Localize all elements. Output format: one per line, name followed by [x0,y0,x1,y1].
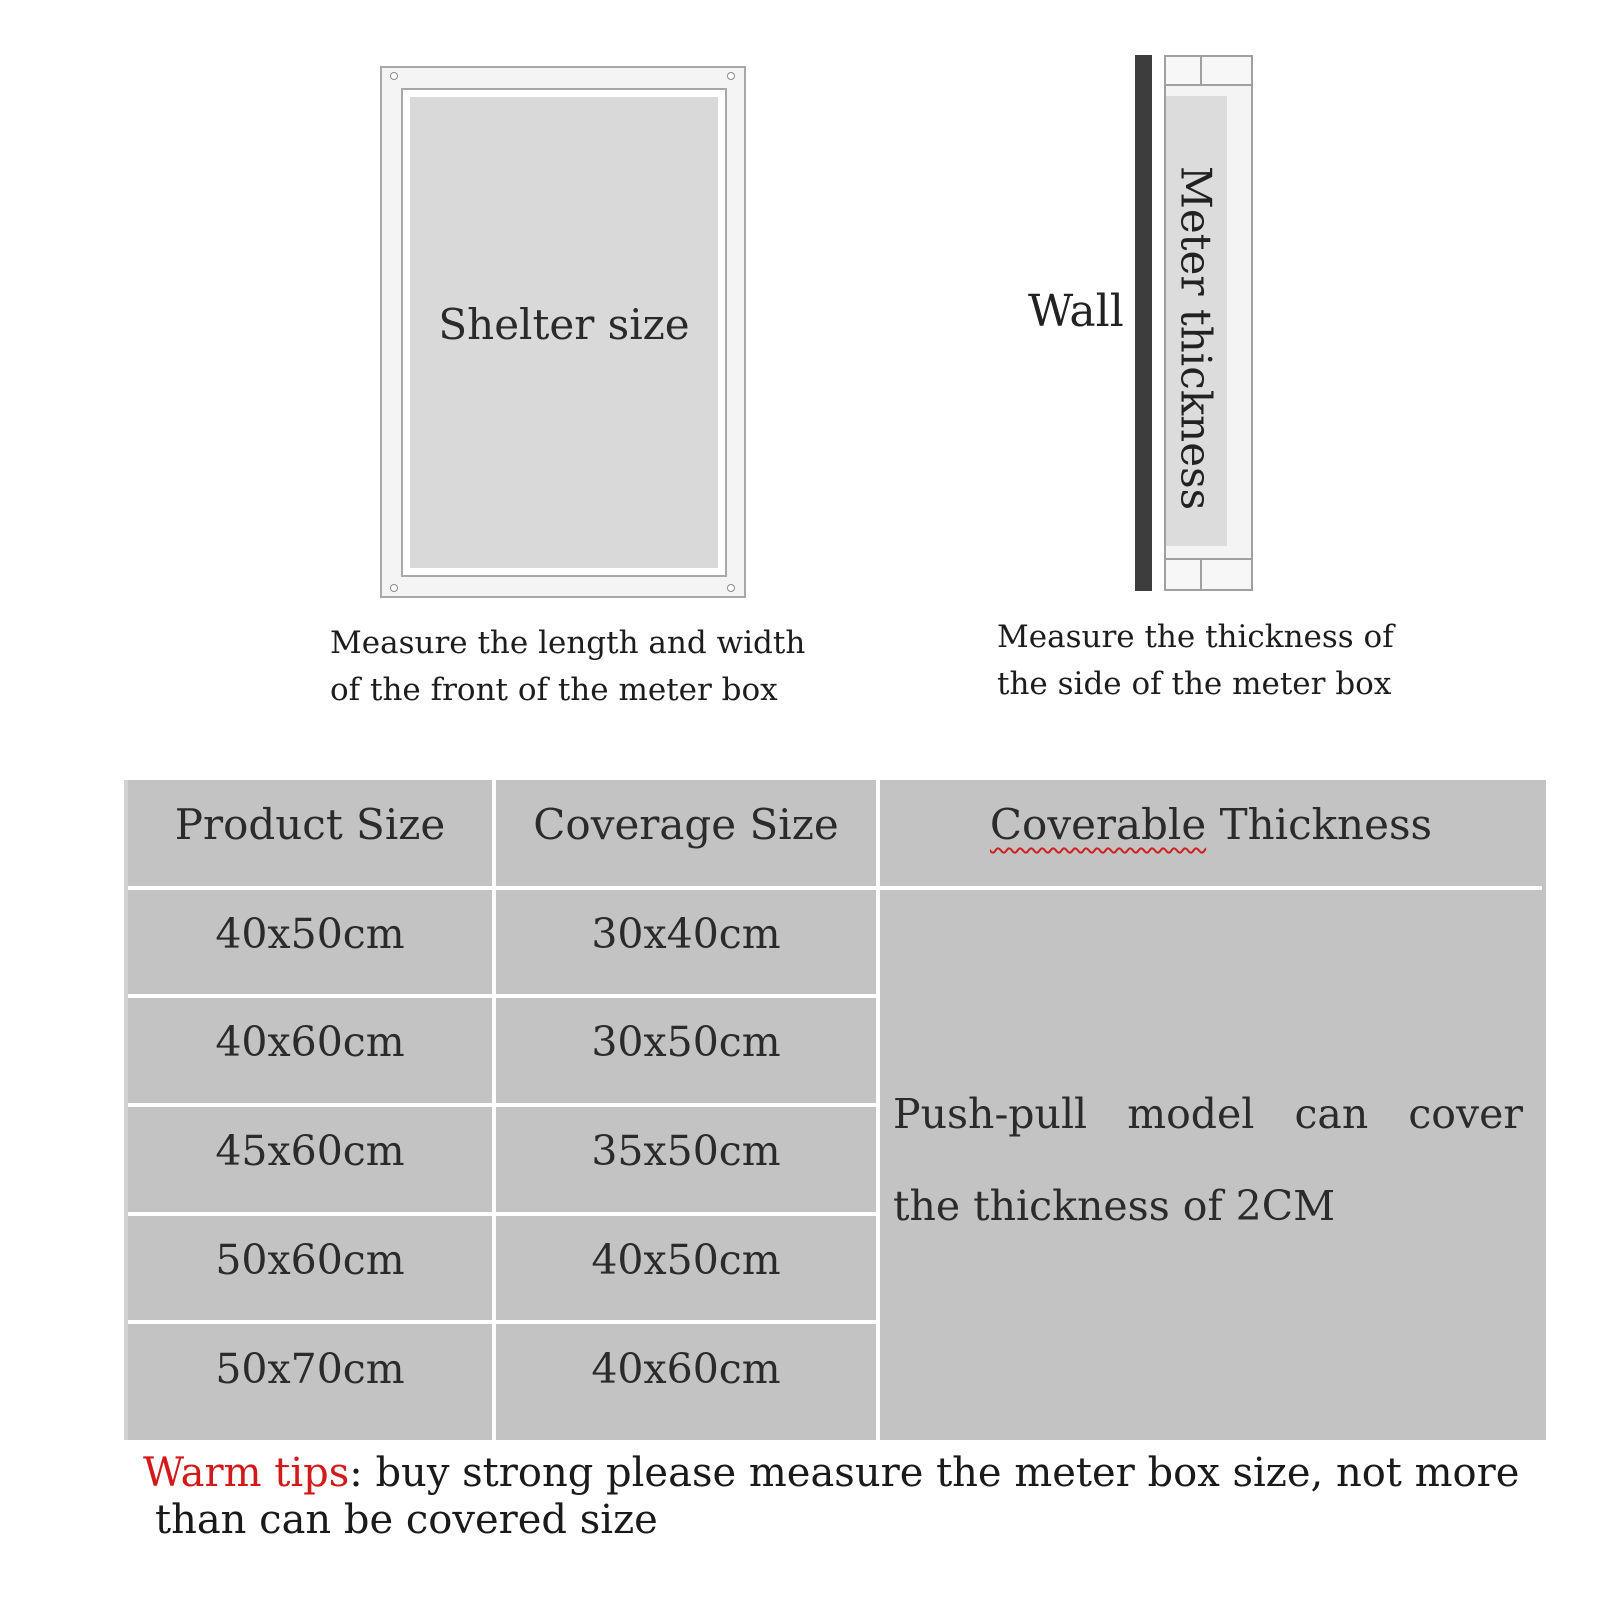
side-caption-line1: Measure the thickness of [997,619,1394,655]
table-row-divider [128,1320,876,1324]
front-caption-line1: Measure the length and width [330,625,806,661]
table-cell-coverage: 30x50cm [591,1018,781,1066]
front-caption-line2: of the front of the meter box [330,672,778,708]
meter-thickness-label: Meter thickness [1171,165,1221,511]
side-caption-line2: the side of the meter box [997,666,1392,702]
table-column-divider [492,780,496,1440]
side-clip-bottom-left [1164,558,1202,591]
shelter-size-label: Shelter size [438,300,690,349]
table-cell-product: 40x60cm [215,1018,405,1066]
warm-tips-text-line2: than can be covered size [155,1497,658,1543]
warm-tips-colon: : [349,1450,376,1496]
warm-tips-text-line1: buy strong please measure the meter box size, not more [375,1450,1520,1496]
grommet-icon [390,584,398,592]
header-coverable-thickness [880,800,1542,849]
table-cell-coverage: 40x60cm [591,1345,781,1393]
wall-bar [1135,55,1152,591]
header-thickness-word: Thickness [1206,800,1433,849]
side-clip-bottom-right [1200,558,1253,591]
header-product-size: Product Size [174,800,446,849]
table-cell-product: 50x70cm [215,1345,405,1393]
thickness-note-word: Push-pull [893,1090,1088,1138]
table-cell-coverage: 35x50cm [591,1127,781,1175]
side-clip-top-left [1164,55,1202,86]
table-cell-product: 40x50cm [215,910,405,958]
warm-tips-label: Warm tips [143,1450,350,1496]
grommet-icon [727,72,735,80]
table-cell-coverage: 40x50cm [591,1236,781,1284]
table-row-divider [128,1212,876,1216]
table-row-divider [128,994,876,998]
table-cell-coverage: 30x40cm [591,910,781,958]
table-header-divider [128,886,1542,890]
side-clip-top-right [1200,55,1253,86]
thickness-note-line1 [893,1090,1523,1138]
header-coverage-size: Coverage Size [533,800,839,849]
grommet-icon [390,72,398,80]
thickness-note-line2: the thickness of 2CM [893,1182,1336,1230]
table-cell-product: 50x60cm [215,1236,405,1284]
thickness-note-word: model [1127,1090,1255,1138]
wall-label: Wall [1028,286,1124,337]
thickness-note-word: can [1294,1090,1369,1138]
table-row-divider [128,1103,876,1107]
grommet-icon [727,584,735,592]
thickness-note-word: cover [1408,1090,1523,1138]
table-column-divider [876,780,880,1440]
warm-tips [143,1450,1563,1544]
table-cell-product: 45x60cm [215,1127,405,1175]
header-coverable-word: Coverable [989,800,1207,849]
